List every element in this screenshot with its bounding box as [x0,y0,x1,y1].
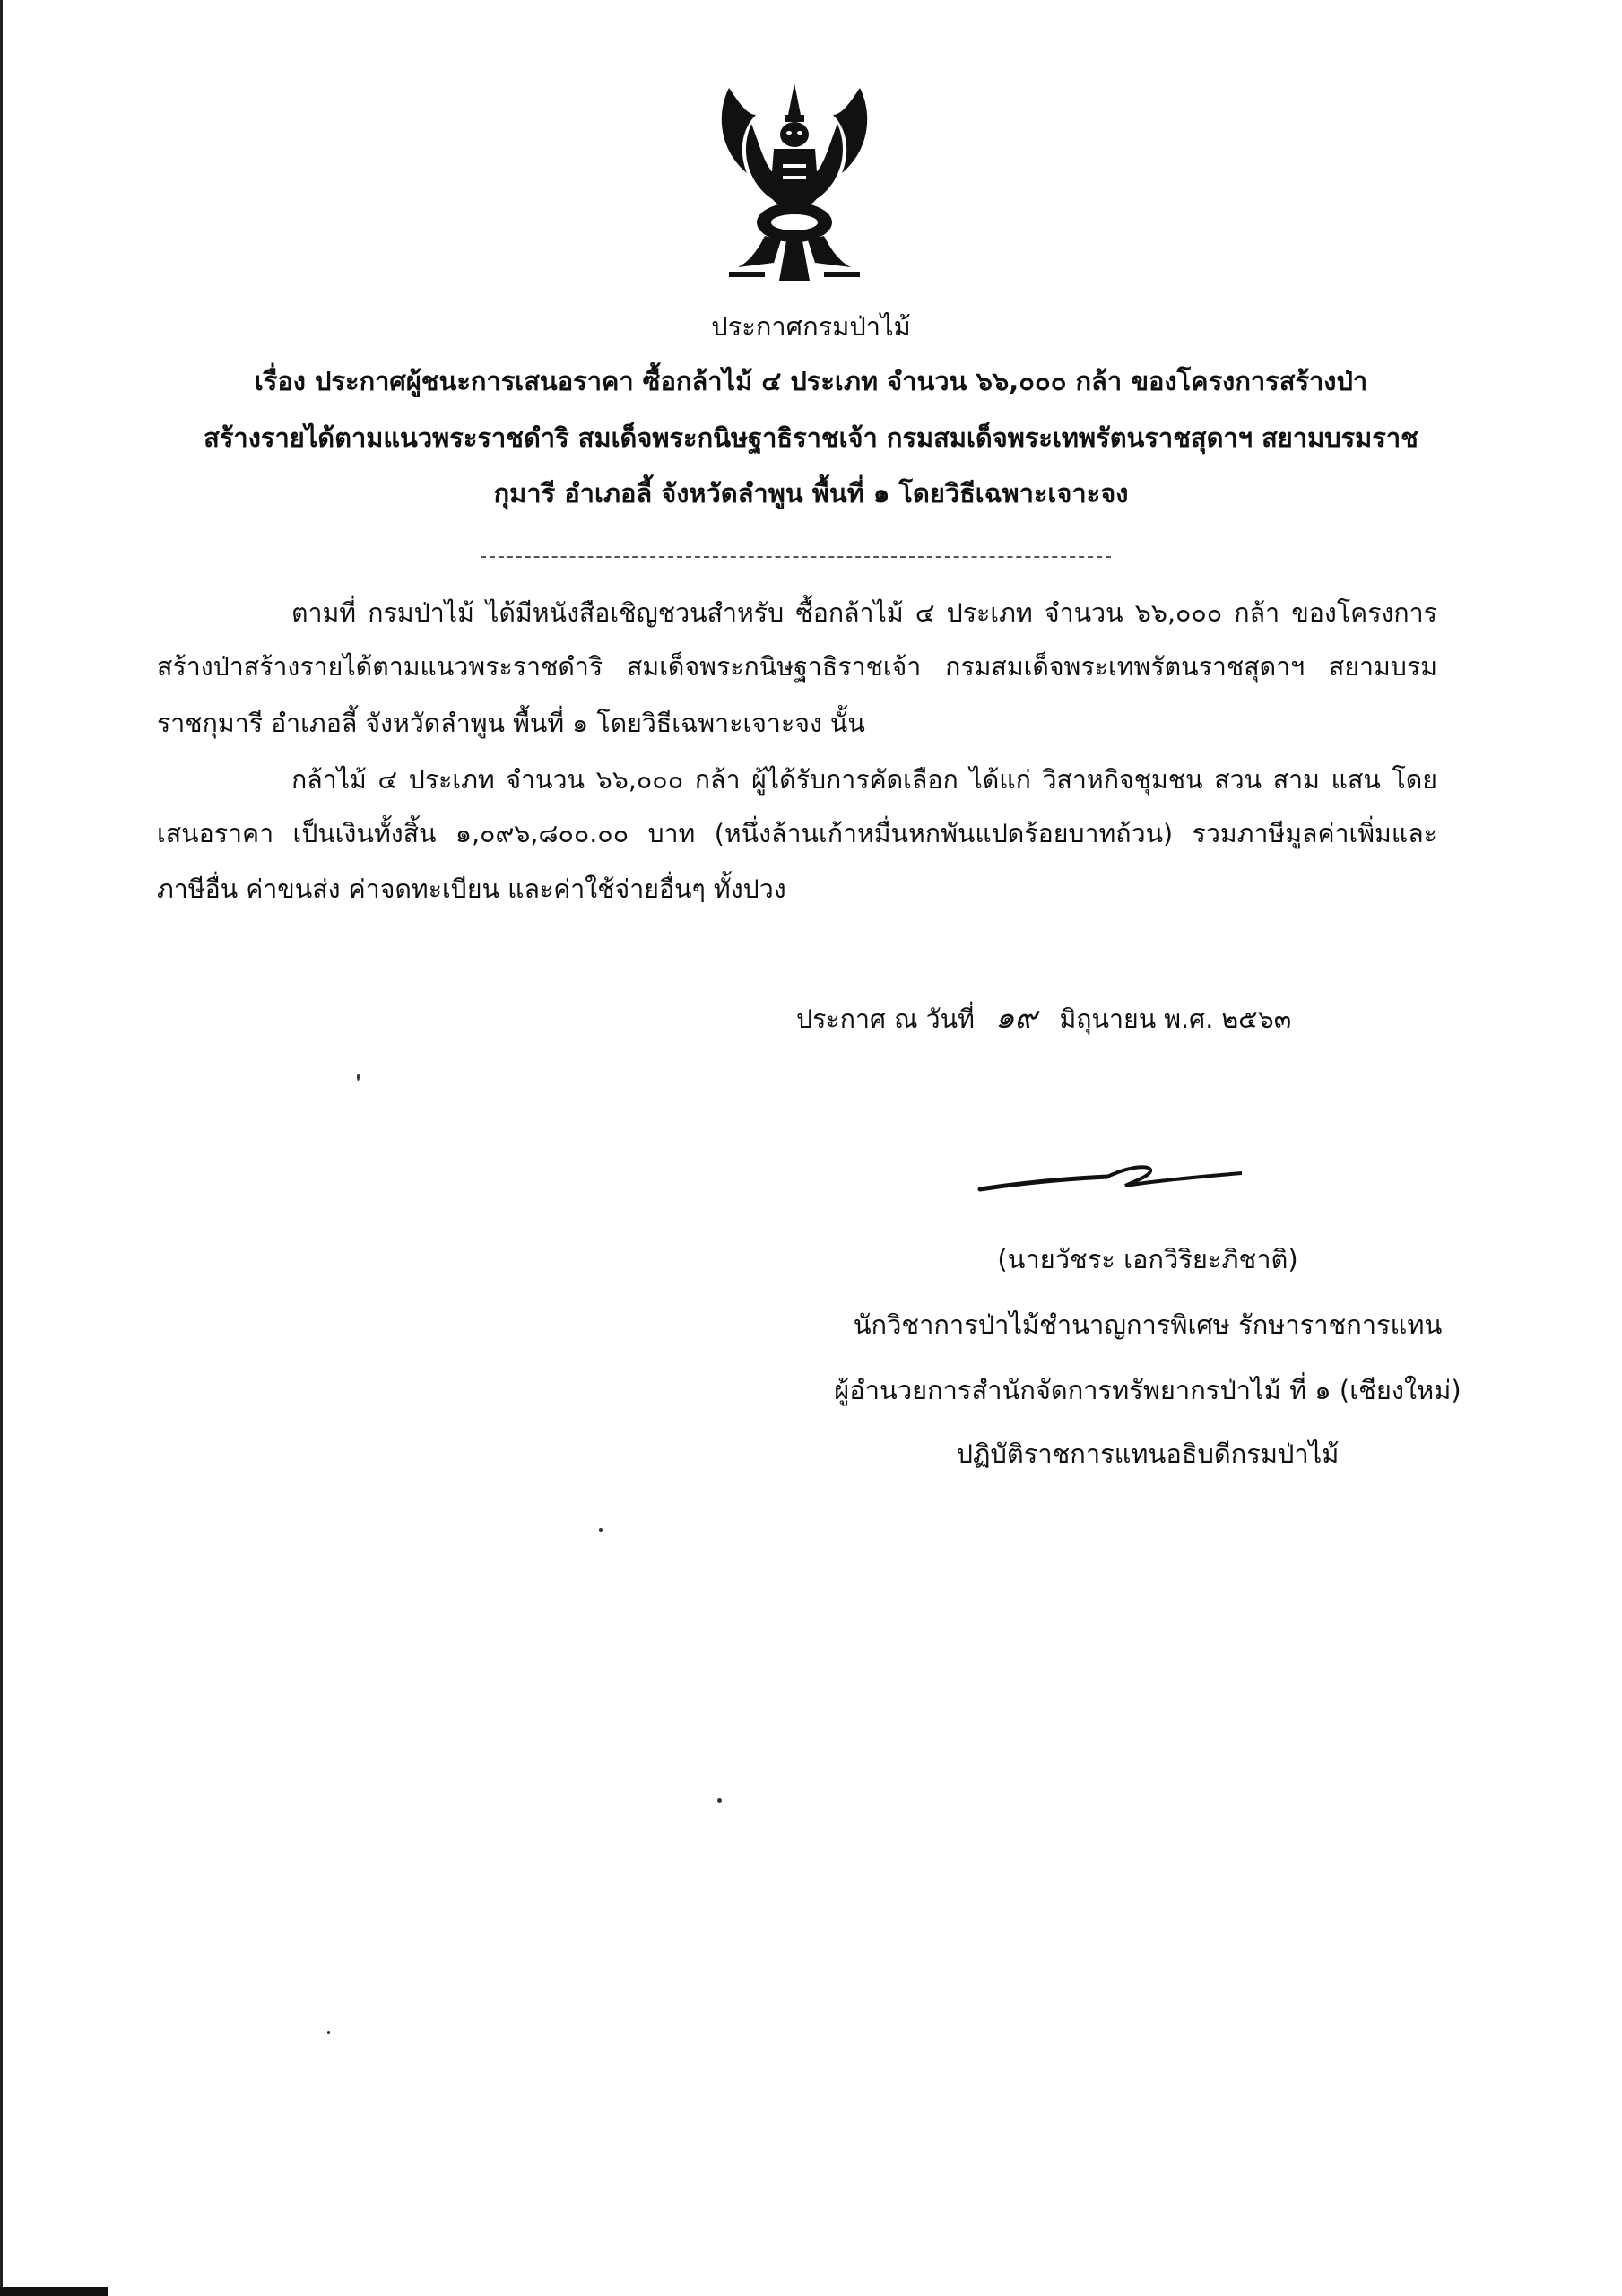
garuda-emblem [711,79,878,290]
scan-edge-bottom [0,2287,108,2296]
agency-title: ประกาศกรมป่าไม้ [711,311,911,342]
subject-line-1: เรื่อง ประกาศผู้ชนะการเสนอราคา ซื้อกล้าไม้ ๔ ประเภท จำนวน ๖๖,๐๐๐ กล้า ของโครงการสร้างป่า [254,366,1368,396]
paragraph-1-line-3: ราชกุมารี อำเภอลี้ จังหวัดลำพูน พื้นที่ ๑ โดยวิธีเฉพาะเจาะจง นั้น [157,709,865,738]
date-day-handwritten: ๑๙ [994,1000,1037,1036]
handwritten-signature [973,1150,1242,1204]
paragraph-2-line-2 [157,816,1437,852]
announcement-date [796,1000,1291,1038]
scan-speck [717,1798,722,1803]
paragraph-1-line-2 [157,649,1437,685]
paragraph-1-line-1 [291,596,1437,631]
date-month-year: มิถุนายน พ.ศ. ๒๕๖๓ [1059,1004,1292,1034]
paragraph-2-line-3: ภาษีอื่น ค่าขนส่ง ค่าจดทะเบียน และค่าใช้จ่ายอื่นๆ ทั้งปวง [157,874,786,904]
subject-line-3: กุมารี อำเภอลี้ จังหวัดลำพูน พื้นที่ ๑ โดยวิธีเฉพาะเจาะจง [493,478,1129,509]
scan-speck [327,2031,330,2034]
signatory-title-1: นักวิชาการป่าไม้ชำนาญการพิเศษ รักษาราชการแทน [853,1309,1443,1340]
subject-line-2: สร้างรายได้ตามแนวพระราชดำริ สมเด็จพระกนิษฐาธิราชเจ้า กรมสมเด็จพระเทพรัตนราชสุดาฯ สยามบรมราช [204,422,1418,453]
separator-rule [481,556,1111,558]
paragraph-2-line-1 [291,762,1437,798]
scan-speck [357,1074,360,1081]
paragraph-1-line-2-text: สร้างป่าสร้างรายได้ตามแนวพระราชดำริ สมเด็จพระกนิษฐาธิราชเจ้า กรมสมเด็จพระเทพรัตนราชสุดาฯ สยามบรม [157,652,1437,682]
scan-speck [599,1528,603,1532]
date-prefix: ประกาศ ณ วันที่ [796,1004,975,1034]
scan-edge [0,0,3,2296]
paragraph-2-line-1-text: กล้าไม้ ๔ ประเภท จำนวน ๖๖,๐๐๐ กล้า ผู้ได้รับการคัดเลือก ได้แก่ วิสาหกิจชุมชน สวน สาม แสน โดย [291,765,1437,795]
paragraph-1-line-1-text: ตามที่ กรมป่าไม้ ได้มีหนังสือเชิญชวนสำหรับ ซื้อกล้าไม้ ๔ ประเภท จำนวน ๖๖,๐๐๐ กล้า ของโครงการ [291,598,1437,628]
signatory-title-2: ผู้อำนวยการสำนักจัดการทรัพยากรป่าไม้ ที่ ๑ (เชียงใหม่) [834,1375,1462,1405]
paragraph-2-line-2-text: เสนอราคา เป็นเงินทั้งสิ้น ๑,๐๙๖,๘๐๐.๐๐ บาท (หนึ่งล้านเก้าหมื่นหกพันแปดร้อยบาทถ้วน) รวมภาษีมูลค่าเพิ่มและ [157,819,1437,848]
signatory-name: (นายวัชระ เอกวิริยะภิชาติ) [997,1244,1298,1274]
signatory-title-3: ปฏิบัติราชการแทนอธิบดีกรมป่าไม้ [956,1439,1340,1469]
